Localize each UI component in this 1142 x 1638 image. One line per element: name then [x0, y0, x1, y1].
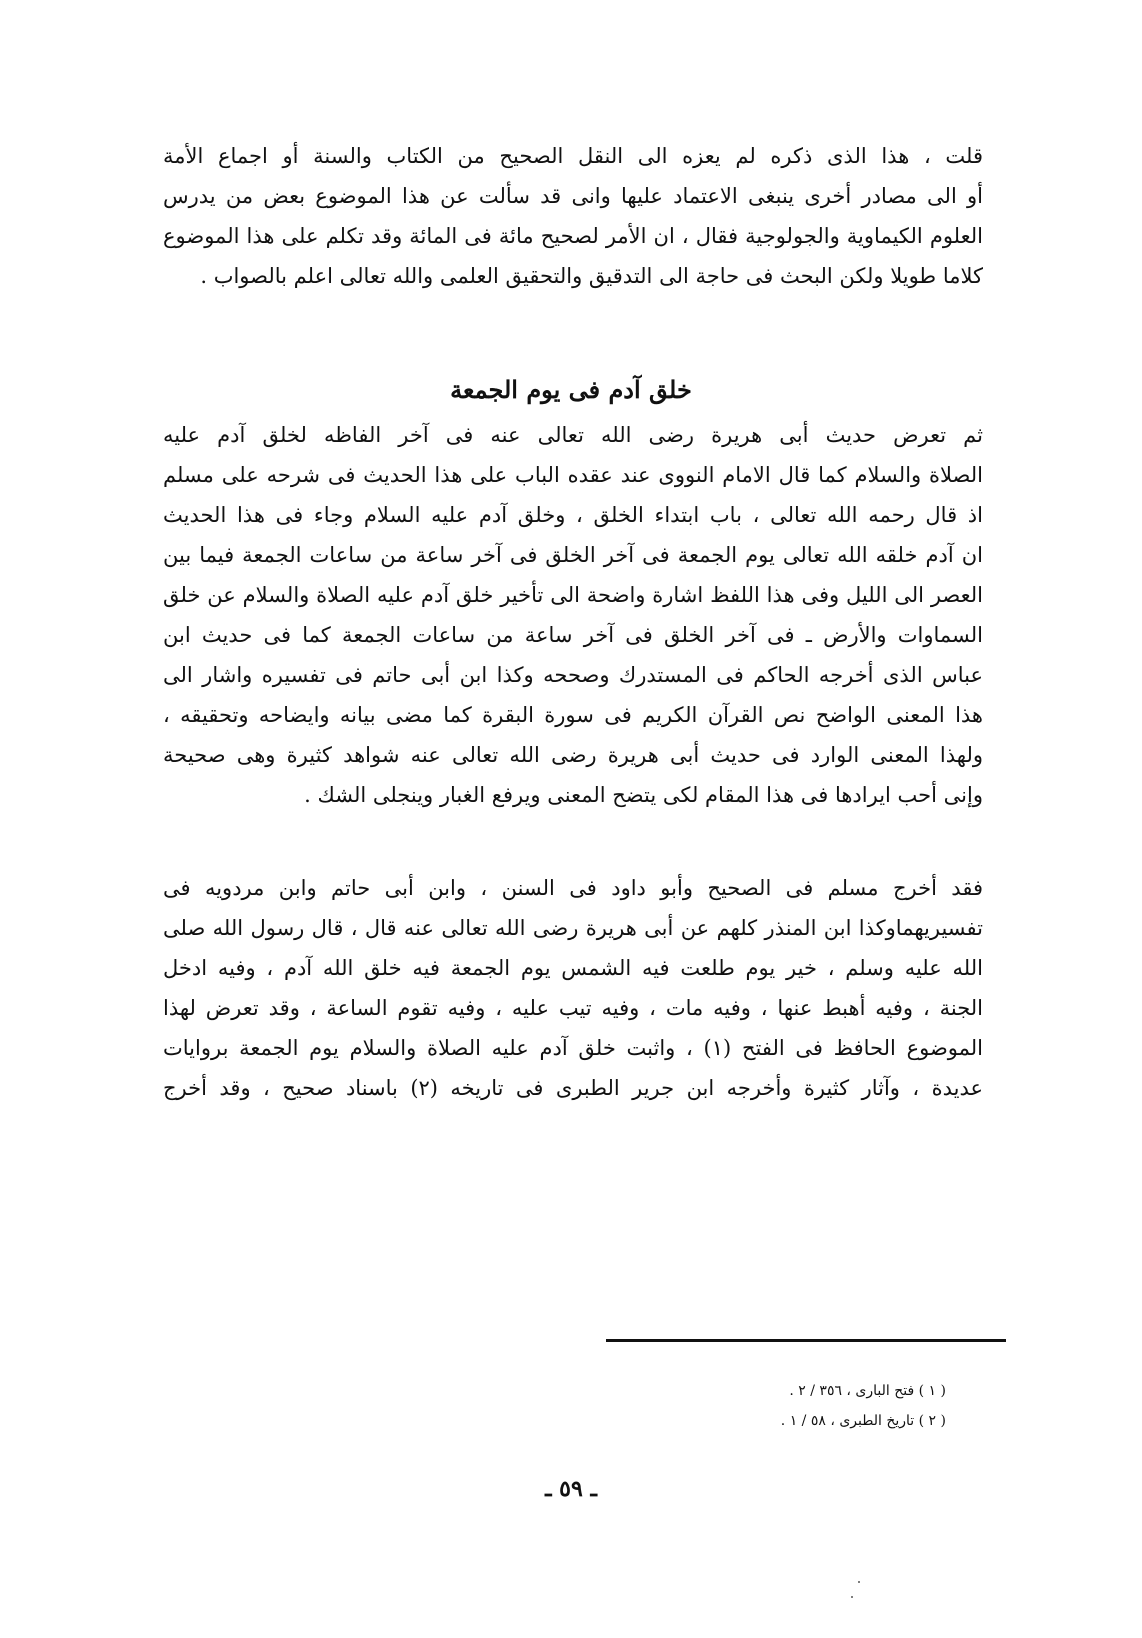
intro-paragraph: [163, 136, 983, 296]
scan-speck: [851, 1596, 853, 1598]
text-line: هذا المعنى الواضح نص القرآن الكريم فى سورة البقرة كما مضى بيانه وايضاحه وتحقيقه ،: [163, 703, 983, 727]
body-paragraph-1: [163, 415, 983, 815]
text-line: العلوم الكيماوية والجولوجية فقال ، ان الأمر لصحيح مائة فى المائة وقد تكلم على هذا الموضوع: [163, 224, 983, 248]
footnote-1: ( ١ ) فتح البارى ، ٣٥٦ / ٢ .: [789, 1383, 946, 1399]
scan-speck: [858, 1581, 860, 1583]
text-line: عباس الذى أخرجه الحاكم فى المستدرك وصححه وكذا ابن أبى حاتم فى تفسيره واشار الى: [163, 663, 983, 687]
section-heading: خلق آدم فى يوم الجمعة: [450, 375, 692, 404]
text-line: السماوات والأرض ـ فى آخر الخلق فى آخر ساعة من ساعات الجمعة كما فى حديث ابن: [163, 623, 983, 647]
text-line: ان آدم خلقه الله تعالى يوم الجمعة فى آخر الخلق فى آخر ساعة من ساعات الجمعة فيما بين: [163, 543, 983, 567]
text-line: ثم تعرض حديث أبى هريرة رضى الله تعالى عنه فى آخر الفاظه لخلق آدم عليه: [163, 423, 983, 447]
text-line: قلت ، هذا الذى ذكره لم يعزه الى النقل الصحيح من الكتاب والسنة أو اجماع الأمة: [163, 144, 983, 168]
text-line: فقد أخرج مسلم فى الصحيح وأبو داود فى السنن ، وابن أبى حاتم وابن مردويه فى: [163, 876, 983, 900]
text-line: ولهذا المعنى الوارد فى حديث أبى هريرة رضى الله تعالى عنه شواهد كثيرة وهى صحيحة: [163, 743, 983, 767]
footnotes: [606, 1376, 946, 1436]
page-number: ـ ٥٩ ـ: [545, 1476, 597, 1502]
text-line: عديدة ، وآثار كثيرة وأخرجه ابن جرير الطبرى فى تاريخه (٢) باسناد صحيح ، وقد أخرج: [163, 1076, 984, 1100]
text-line: الصلاة والسلام كما قال الامام النووى عند عقده الباب على هذا الحديث فى شرحه على مسلم: [163, 463, 983, 487]
text-line: تفسيريهماوكذا ابن المنذر كلهم عن أبى هريرة رضى الله تعالى عنه قال ، قال رسول الله صلى: [163, 916, 983, 940]
text-line: العصر الى الليل وفى هذا اللفظ اشارة واضحة الى تأخير خلق آدم عليه الصلاة والسلام عن خلق: [163, 583, 983, 607]
text-line: اذ قال رحمه الله تعالى ، باب ابتداء الخلق ، وخلق آدم عليه السلام وجاء فى هذا الحديث: [163, 503, 983, 527]
text-line: الله عليه وسلم ، خير يوم طلعت فيه الشمس يوم الجمعة فيه خلق الله آدم ، وفيه ادخل: [163, 956, 983, 980]
text-line: وإنى أحب ايرادها فى هذا المقام لكى يتضح المعنى ويرفع الغبار وينجلى الشك .: [304, 783, 983, 807]
footnote-divider: [606, 1339, 1006, 1342]
footnote-2: ( ٢ ) تاريخ الطبرى ، ٥٨ / ١ .: [780, 1413, 946, 1429]
text-line: أو الى مصادر أخرى ينبغى الاعتماد عليها وانى قد سألت عن هذا الموضوع بعض من يدرس: [163, 184, 983, 208]
text-line: كلاما طويلا ولكن البحث فى حاجة الى التدقيق والتحقيق العلمى والله تعالى اعلم بالصواب .: [200, 264, 983, 288]
text-line: الجنة ، وفيه أهبط عنها ، وفيه مات ، وفيه تيب عليه ، وفيه تقوم الساعة ، وقد تعرض لهذا: [163, 996, 983, 1020]
body-paragraph-2: [163, 868, 983, 1108]
text-line: الموضوع الحافظ فى الفتح (١) ، واثبت خلق آدم عليه الصلاة والسلام يوم الجمعة بروايات: [163, 1036, 983, 1060]
